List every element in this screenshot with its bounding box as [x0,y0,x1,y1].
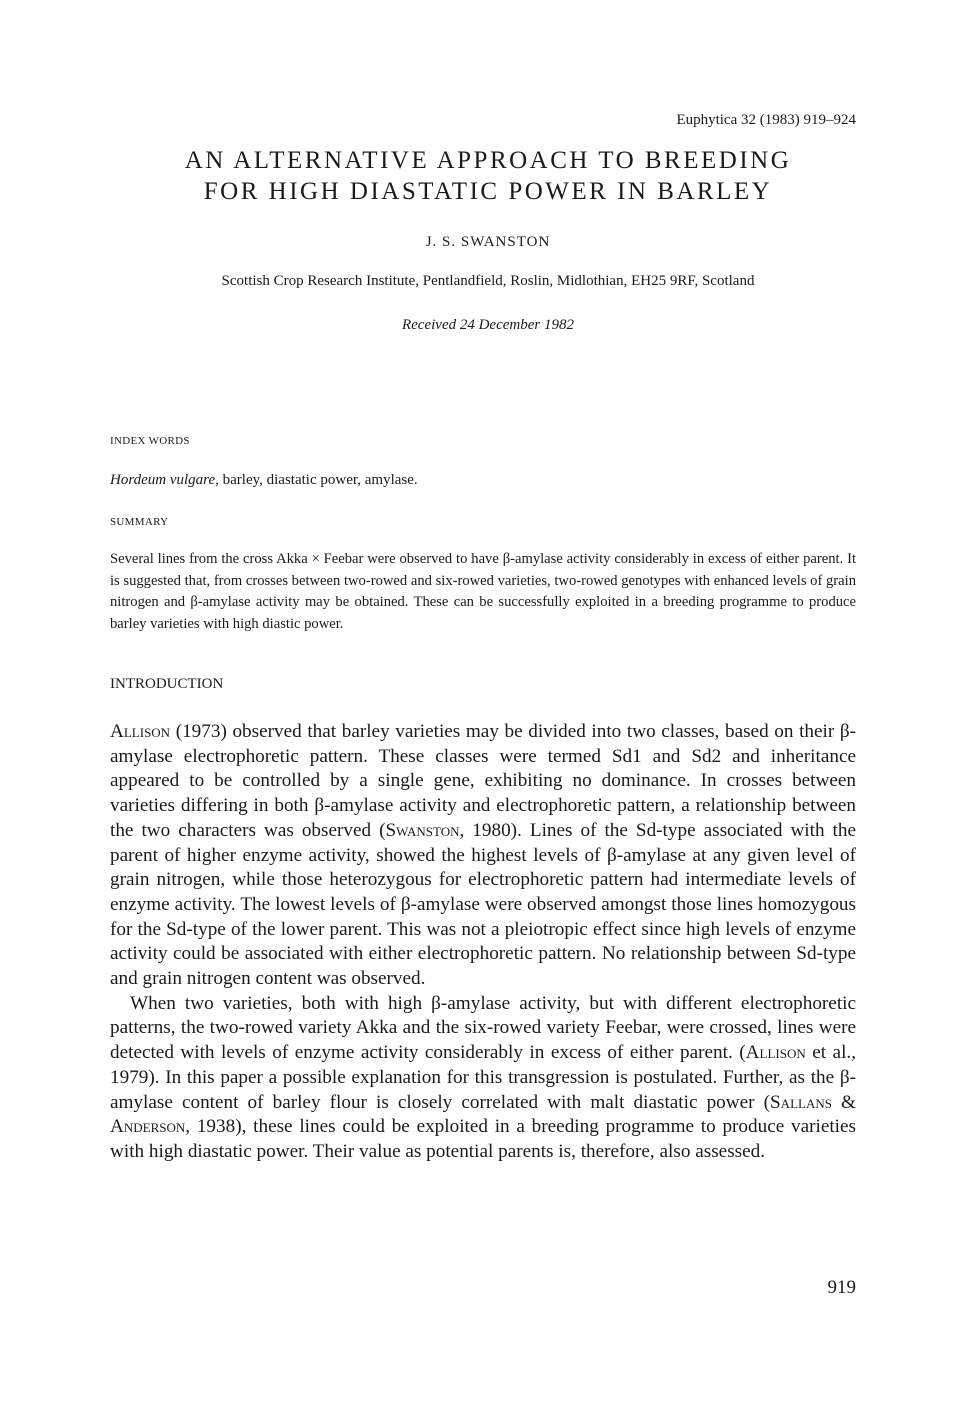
citation-author: Anderson [110,1116,186,1138]
paper-title-line-2: FOR HIGH DIASTATIC POWER IN BARLEY [203,178,773,205]
keyword-terms: barley, diastatic power, amylase. [218,472,418,488]
page-number: 919 [827,1277,856,1298]
introduction-paragraph-1 [110,720,856,992]
author-affiliation: Scottish Crop Research Institute, Pentlandfield, Roslin, Midlothian, EH25 9RF, Scotland [221,273,755,289]
keyword-species: Hordeum vulgare, [110,472,219,488]
introduction-heading: INTRODUCTION [110,676,224,692]
paragraph-text: (1973) observed that barley varieties may be divided into two classes, based on their β-amylase electrophoretic pattern. These classes were termed Sd1 and Sd2 and inheritance appeared to be controlled by a single gene, exhibiting no dominance. In crosses between varieties differing in both β-amylase activity and electrophoretic pattern, a relationship between the two characters was observed ( [110,721,856,841]
paragraph-text: et al., 1979). In this paper a possible explanation for this transgression is postulated. Further, as the β-amylase content of barley flour is closely correlated with malt diastatic power ( [110,1042,856,1113]
author-name: J. S. SWANSTON [425,234,551,250]
citation-author: Allison [745,1042,806,1064]
paragraph-text: When two varieties, both with high β-amylase activity, but with different electrophoretic patterns, the two-rowed variety Akka and the six-rowed variety Feebar, were crossed, lines were detected with levels of enzyme activity considerably in excess of either parent. ( [110,992,856,1064]
paragraph-text: , 1980). Lines of the Sd-type associated with the parent of higher enzyme activity, showed the highest levels of β-amylase at any given level of grain nitrogen, while those heterozygous for electrophoretic pattern had intermediate levels of enzyme activity. The lowest levels of β-amylase were observed amongst those lines homozygous for the Sd-type of the lower parent. This was not a pleiotropic effect since high levels of enzyme activity could be associated with either electrophoretic pattern. No relationship between Sd-type and grain nitrogen content was observed. [110,819,856,990]
paragraph-text: & [831,1091,856,1113]
index-words-heading: INDEX WORDS [110,435,190,447]
received-date: Received 24 December 1982 [401,317,574,333]
introduction-paragraph-2 [110,992,856,1165]
summary-heading: SUMMARY [110,516,169,528]
citation-author: Swanston [385,819,460,841]
introduction-body [110,720,856,1165]
journal-reference: Euphytica 32 (1983) 919–924 [676,112,856,128]
summary-text: Several lines from the cross Akka × Feebar were observed to have β-amylase activity considerably in excess of either parent. It is suggested that, from crosses between two-rowed and six-rowed varieties, two-rowed genotypes with enhanced levels of grain nitrogen and β-amylase activity may be obtained. These can be successfully exploited in a breeding programme to produce barley varieties with high diastic power. [110,551,856,633]
paragraph-text: , 1938), these lines could be exploited in a breeding programme to produce varieties with high diastatic power. Their value as potential parents is, therefore, also assessed. [110,1116,856,1162]
citation-author: Sallans [770,1091,832,1113]
index-words [110,472,418,489]
paper-title-line-1: AN ALTERNATIVE APPROACH TO BREEDING [184,147,792,174]
citation-author: Allison [110,721,171,742]
